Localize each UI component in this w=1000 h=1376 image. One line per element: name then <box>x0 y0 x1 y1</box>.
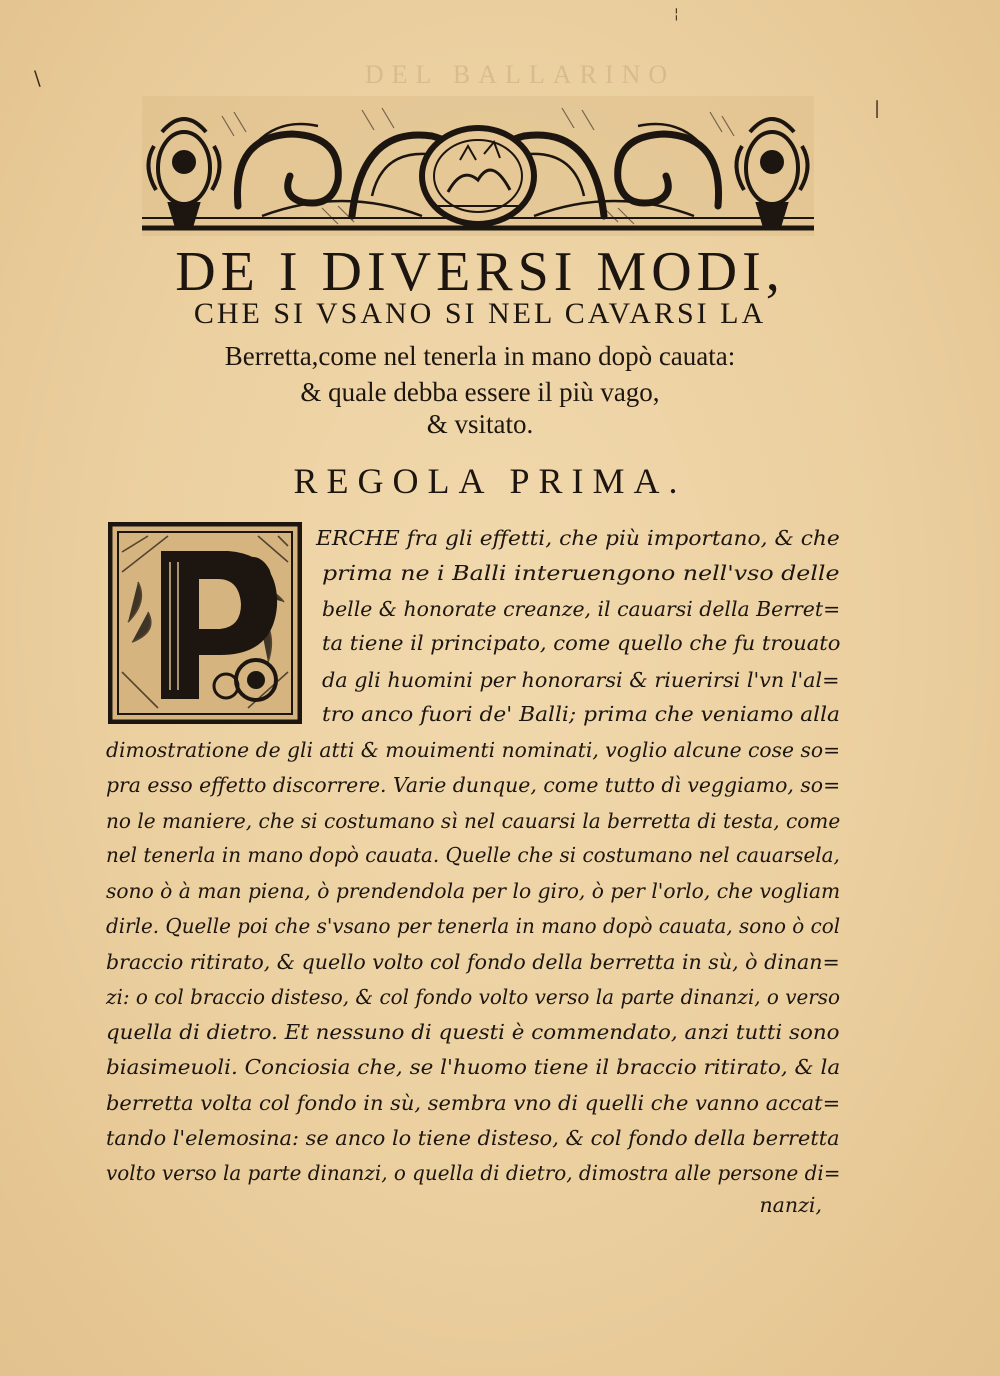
ornamental-headpiece <box>142 96 814 236</box>
margin-mark: \ <box>34 66 41 90</box>
text-line: biasimeuoli. Conciosia che, se l'huomo tiene il braccio ritirato, & la <box>106 1055 841 1079</box>
text-line: quella di dietro. Et nessuno di questi è commendato, anzi tutti sono <box>106 1020 840 1044</box>
rule-heading: REGOLA PRIMA. <box>293 461 687 501</box>
text-line: belle & honorate creanze, il cauarsi della Berret= <box>322 597 841 621</box>
margin-mark: ¦ <box>674 6 679 22</box>
text-line: tro anco fuori de' Balli; prima che veniamo alla <box>322 702 840 726</box>
show-through-text: DEL BALLARINO <box>364 60 676 89</box>
text-line: volto verso la parte dinanzi, o quella di dietro, dimostra alle persone di= <box>106 1161 841 1185</box>
text-line: nel tenerla in mano dopò cauata. Quelle che si costumano nel cauarsela, <box>106 843 840 867</box>
text-line: dirle. Quelle poi che s'vsano per tenerla in mano dopò cauata, sono ò col <box>106 914 841 938</box>
text-line: zi: o col braccio disteso, & col fondo volto verso la parte dinanzi, o verso <box>106 985 841 1009</box>
decorated-initial-p <box>108 522 302 724</box>
text-line: ta tiene il principato, come quello che fu trouato <box>322 631 841 655</box>
text-line: berretta volta col fondo in sù, sembra vno di quelli che vanno accat= <box>106 1091 841 1115</box>
text-line: braccio ritirato, & quello volto col fondo della berretta in sù, ò dinan= <box>106 950 840 974</box>
chapter-title: DE I DIVERSI MODI, <box>175 241 785 303</box>
catchword: nanzi, <box>759 1193 822 1217</box>
chapter-subtitle-line: & quale debba essere il più vago, <box>300 377 660 407</box>
text-line: no le maniere, che si costumano sì nel cauarsi la berretta di testa, come <box>106 809 841 833</box>
chapter-subtitle-line: Berretta,come nel tenerla in mano dopò cauata: <box>224 341 736 371</box>
text-line: ERCHE fra gli effetti, che più importano, & che <box>316 526 840 550</box>
margin-mark: | <box>874 98 881 119</box>
text-line: da gli huomini per honorarsi & riuerirsi l'vn l'al= <box>322 668 840 692</box>
text-line: tando l'elemosina: se anco lo tiene disteso, & col fondo della berretta <box>106 1126 840 1150</box>
text-line: sono ò à man piena, ò prendendola per lo giro, ò per l'orlo, che vogliam <box>106 879 841 903</box>
chapter-subtitle-line: & vsitato. <box>426 409 534 439</box>
text-line: dimostratione de gli atti & mouimenti nominati, voglio alcune cose so= <box>106 738 841 762</box>
text-line: pra esso effetto discorrere. Varie dunque, come tutto dì veggiamo, so= <box>106 773 841 797</box>
text-line: prima ne i Balli interuengono nell'vso delle <box>322 561 840 585</box>
chapter-subtitle: CHE SI VSANO SI NEL CAVARSI LA <box>193 297 767 330</box>
